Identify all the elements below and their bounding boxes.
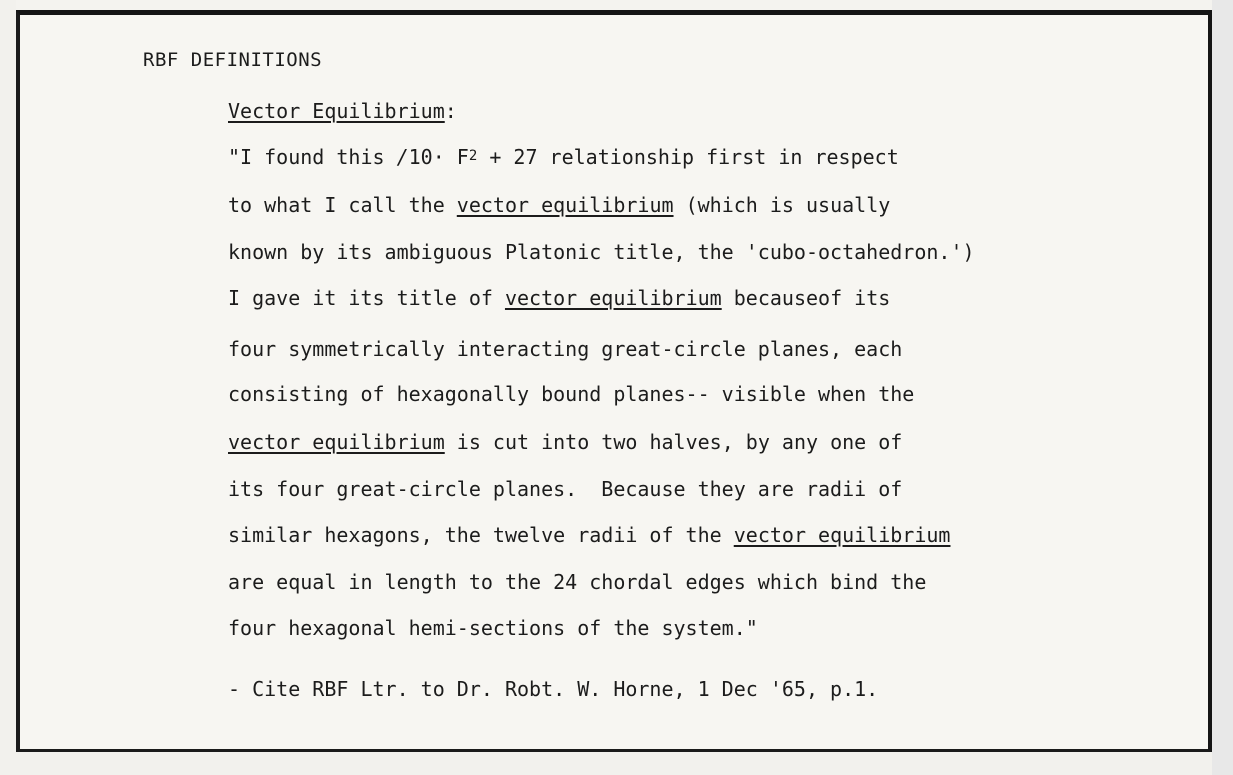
card-heading: RBF DEFINITIONS: [143, 49, 323, 71]
quote-text: (which is usually: [673, 193, 891, 217]
formula-body: 10· F: [408, 145, 469, 169]
quote-line-2: [228, 193, 890, 217]
quote-text: to what I call the: [228, 193, 457, 217]
underlined-term: vector equilibrium: [228, 430, 445, 454]
quote-text: is cut into two halves, by any one of: [444, 430, 903, 454]
definition-card: [16, 10, 1212, 752]
quote-line-10: are equal in length to the 24 chordal edges which bind the: [228, 570, 927, 594]
quote-line-4: [228, 286, 890, 310]
citation: - Cite RBF Ltr. to Dr. Robt. W. Horne, 1 Dec '65, p.1.: [228, 677, 879, 701]
quote-line-3: known by its ambiguous Platonic title, the 'cubo-octahedron.'): [228, 240, 975, 264]
underlined-term: vector equilibrium: [504, 286, 722, 310]
term-colon: :: [444, 99, 457, 123]
quote-line-8: its four great-circle planes. Because they are radii of: [228, 477, 903, 501]
page-margin-left: [0, 0, 16, 775]
quote-line-9: [228, 523, 950, 547]
quote-line-7: [228, 430, 902, 454]
formula-rest: + 2: [477, 145, 526, 169]
quote-line-5: four symmetrically interacting great-circle planes, each: [228, 337, 903, 361]
quote-text: relationship first in respect: [537, 145, 899, 169]
quote-line-1: [228, 145, 899, 169]
term-title: [228, 99, 457, 123]
quote-text: becauseof its: [721, 286, 891, 310]
underlined-term: vector equilibrium: [733, 523, 951, 547]
formula-bracket-open: /: [396, 145, 409, 169]
page-margin-bottom: [0, 752, 1212, 775]
formula-exponent: 2: [468, 148, 478, 164]
formula: [397, 145, 538, 169]
term-label: Vector Equilibrium: [228, 99, 445, 123]
formula-bracket-close: 7: [525, 145, 538, 169]
quote-line-6: consisting of hexagonally bound planes-- visible when the: [228, 382, 915, 406]
page-margin-right: [1212, 0, 1233, 775]
quote-text: similar hexagons, the twelve radii of the: [228, 523, 734, 547]
underlined-term: vector equilibrium: [456, 193, 674, 217]
quote-line-11: four hexagonal hemi-sections of the system.": [228, 616, 758, 640]
quote-text: "I found this: [228, 145, 397, 169]
quote-text: I gave it its title of: [228, 286, 505, 310]
